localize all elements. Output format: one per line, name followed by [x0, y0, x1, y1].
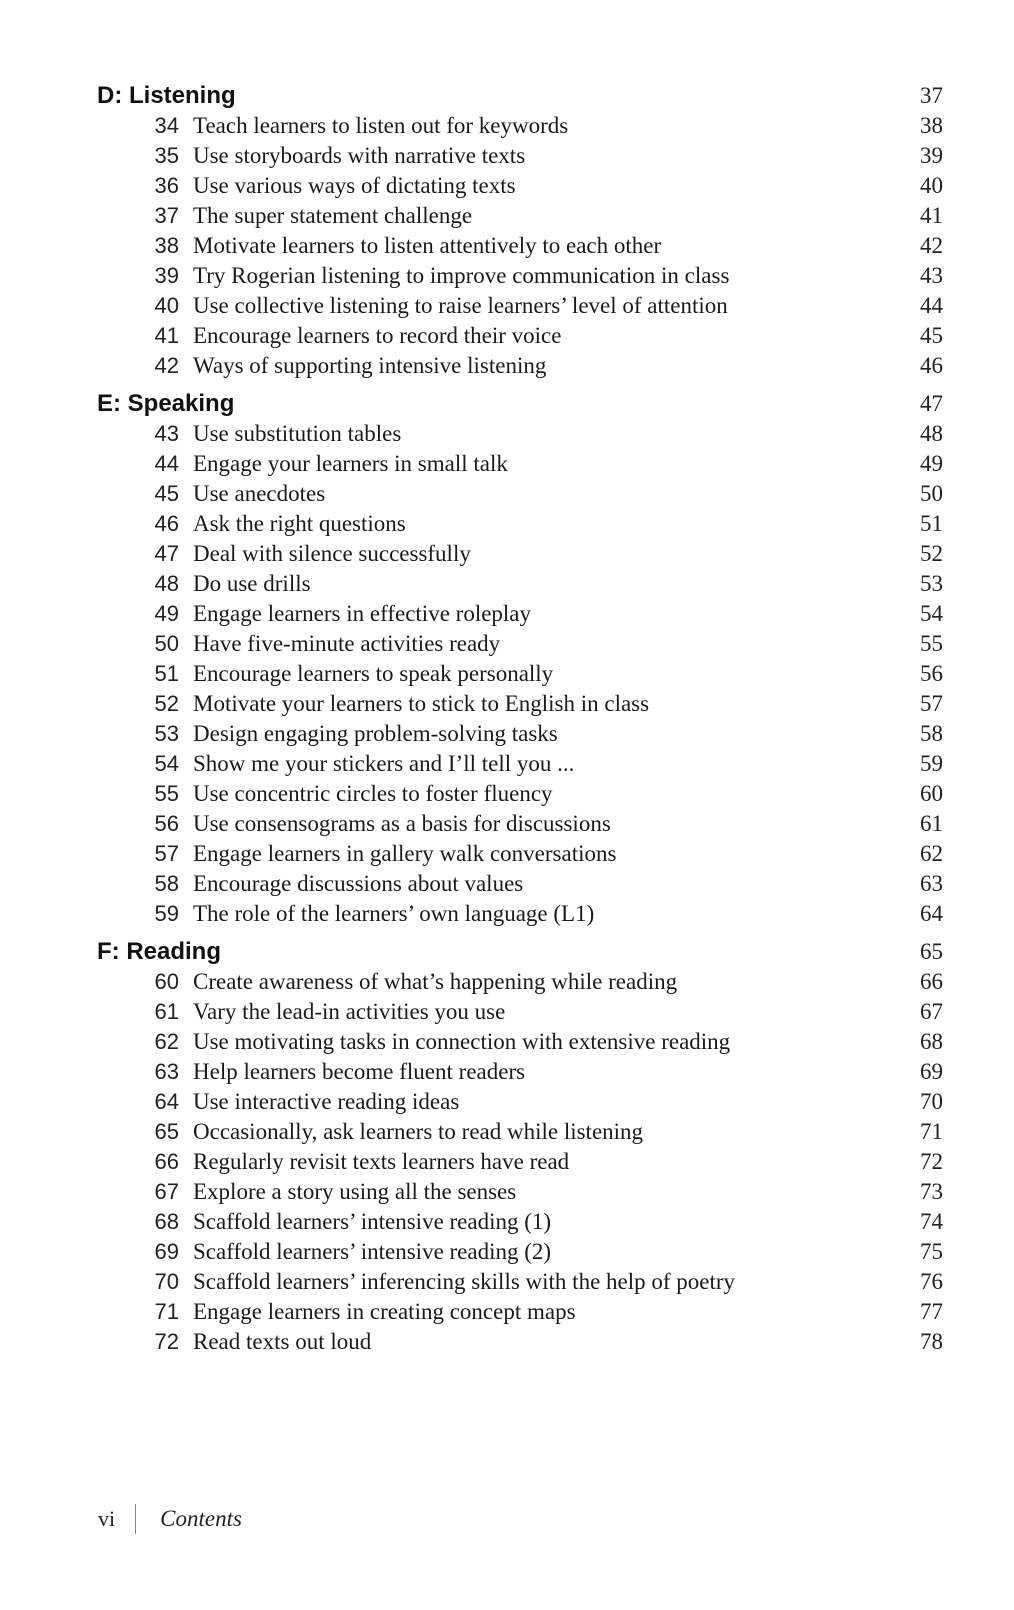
section-heading[interactable] [97, 81, 943, 111]
entry-title: Design engaging problem-solving tasks [193, 721, 558, 746]
toc-entry[interactable] [97, 779, 943, 809]
toc-section [97, 81, 943, 381]
entry-title: Use consensograms as a basis for discussions [193, 811, 611, 836]
toc-entry[interactable] [97, 899, 943, 929]
toc-entry[interactable] [97, 1327, 943, 1357]
entry-number: 70 [154, 1269, 179, 1294]
entry-number: 37 [154, 203, 179, 228]
section-title: F: Reading [97, 938, 221, 965]
entry-title: Engage learners in gallery walk conversations [193, 841, 617, 866]
entry-page-number: 54 [920, 601, 943, 626]
entry-page-number: 50 [920, 481, 943, 506]
entry-title: Engage learners in creating concept maps [193, 1299, 576, 1324]
entry-number: 45 [154, 481, 179, 506]
toc-section [97, 389, 943, 929]
entry-number: 62 [154, 1029, 179, 1054]
entry-page-number: 55 [920, 631, 943, 656]
entry-number: 54 [154, 751, 179, 776]
entry-title: Engage your learners in small talk [193, 451, 508, 476]
toc-entry[interactable] [97, 201, 943, 231]
entry-title: Vary the lead-in activities you use [193, 999, 506, 1024]
entry-page-number: 69 [920, 1059, 943, 1084]
toc-entry[interactable] [97, 659, 943, 689]
entry-page-number: 42 [920, 233, 943, 258]
entry-title: Use interactive reading ideas [193, 1089, 460, 1114]
entry-page-number: 68 [920, 1029, 943, 1054]
entry-title: Ask the right questions [193, 511, 406, 536]
entry-page-number: 58 [920, 721, 943, 746]
entry-page-number: 66 [920, 969, 943, 994]
toc-entry[interactable] [97, 809, 943, 839]
entry-page-number: 78 [920, 1329, 943, 1354]
entry-title: Encourage discussions about values [193, 871, 524, 896]
entry-page-number: 77 [920, 1299, 943, 1324]
entry-page-number: 62 [920, 841, 943, 866]
entry-page-number: 61 [920, 811, 943, 836]
entry-number: 66 [154, 1149, 179, 1174]
entry-title: Create awareness of what’s happening while reading [193, 969, 678, 994]
entry-number: 40 [154, 293, 179, 318]
entry-number: 39 [154, 263, 179, 288]
entry-title: Use various ways of dictating texts [193, 173, 516, 198]
footer-label: Contents [160, 1506, 242, 1531]
section-page-number: 65 [920, 939, 943, 964]
entry-page-number: 76 [920, 1269, 943, 1294]
entry-number: 69 [154, 1239, 179, 1264]
entry-number: 57 [154, 841, 179, 866]
entry-title: Scaffold learners’ intensive reading (1) [193, 1209, 552, 1234]
entry-title: Do use drills [193, 571, 311, 596]
entry-number: 72 [154, 1329, 179, 1354]
entry-number: 35 [154, 143, 179, 168]
entry-title: Scaffold learners’ intensive reading (2) [193, 1239, 552, 1264]
entry-number: 51 [154, 661, 179, 686]
entry-number: 43 [154, 421, 179, 446]
entry-number: 49 [154, 601, 179, 626]
toc-entry[interactable] [97, 719, 943, 749]
entry-page-number: 59 [920, 751, 943, 776]
entry-page-number: 40 [920, 173, 943, 198]
toc-entry[interactable] [97, 1267, 943, 1297]
footer-divider [135, 1504, 136, 1534]
entry-page-number: 38 [920, 113, 943, 138]
entry-page-number: 75 [920, 1239, 943, 1264]
toc-entry[interactable] [97, 231, 943, 261]
section-title: D: Listening [97, 82, 236, 109]
toc-entry[interactable] [97, 997, 943, 1027]
toc-entry[interactable] [97, 1027, 943, 1057]
entry-page-number: 56 [920, 661, 943, 686]
entry-title: Engage learners in effective roleplay [193, 601, 532, 626]
entry-page-number: 45 [920, 323, 943, 348]
toc-entry[interactable] [97, 1177, 943, 1207]
toc-entry[interactable] [97, 351, 943, 381]
entry-title: Explore a story using all the senses [193, 1179, 517, 1204]
entry-number: 61 [154, 999, 179, 1024]
toc-entry[interactable] [97, 509, 943, 539]
entry-title: Deal with silence successfully [193, 541, 471, 566]
entry-number: 65 [154, 1119, 179, 1144]
entry-number: 55 [154, 781, 179, 806]
entry-number: 44 [154, 451, 179, 476]
section-heading[interactable] [97, 937, 943, 967]
entry-number: 48 [154, 571, 179, 596]
entry-title: Use storyboards with narrative texts [193, 143, 526, 168]
entry-page-number: 51 [920, 511, 943, 536]
entry-page-number: 52 [920, 541, 943, 566]
toc-entry[interactable] [97, 749, 943, 779]
entry-title: The super statement challenge [193, 203, 473, 228]
entry-title: Use concentric circles to foster fluency [193, 781, 553, 806]
toc-entry[interactable] [97, 689, 943, 719]
entry-page-number: 60 [920, 781, 943, 806]
toc-entry[interactable] [97, 1057, 943, 1087]
entry-page-number: 67 [920, 999, 943, 1024]
entry-page-number: 57 [920, 691, 943, 716]
entry-page-number: 64 [920, 901, 943, 926]
entry-title: Read texts out loud [193, 1329, 372, 1354]
toc-section [97, 937, 943, 1357]
entry-number: 42 [154, 353, 179, 378]
toc-entry[interactable] [97, 1117, 943, 1147]
entry-page-number: 49 [920, 451, 943, 476]
toc-entry[interactable] [97, 629, 943, 659]
entry-page-number: 46 [920, 353, 943, 378]
entry-number: 34 [154, 113, 179, 138]
toc-entry[interactable] [97, 141, 943, 171]
toc-entry[interactable] [97, 1297, 943, 1327]
entry-number: 36 [154, 173, 179, 198]
entry-number: 52 [154, 691, 179, 716]
entry-page-number: 74 [920, 1209, 943, 1234]
entry-title: Use anecdotes [193, 481, 326, 506]
toc-entry[interactable] [97, 479, 943, 509]
entry-title: Motivate learners to listen attentively to each other [193, 233, 662, 258]
entry-number: 67 [154, 1179, 179, 1204]
entry-page-number: 44 [920, 293, 943, 318]
entry-title: Encourage learners to speak personally [193, 661, 554, 686]
section-page-number: 37 [920, 83, 943, 108]
entry-title: Scaffold learners’ inferencing skills with the help of poetry [193, 1269, 736, 1294]
toc-entry[interactable] [97, 839, 943, 869]
entry-title: Use collective listening to raise learners’ level of attention [193, 293, 728, 318]
entry-title: Motivate your learners to stick to English in class [193, 691, 650, 716]
toc-entry[interactable] [97, 171, 943, 201]
footer-page-number: vi [98, 1506, 116, 1531]
toc-entry[interactable] [97, 869, 943, 899]
entry-number: 56 [154, 811, 179, 836]
entry-title: Teach learners to listen out for keywords [193, 113, 569, 138]
entry-number: 64 [154, 1089, 179, 1114]
entry-page-number: 72 [920, 1149, 943, 1174]
entry-page-number: 43 [920, 263, 943, 288]
entry-title: Use motivating tasks in connection with extensive reading [193, 1029, 731, 1054]
entry-page-number: 73 [920, 1179, 943, 1204]
entry-page-number: 41 [920, 203, 943, 228]
entry-title: Show me your stickers and I’ll tell you ... [193, 751, 575, 776]
toc-entry[interactable] [97, 1207, 943, 1237]
toc-entry[interactable] [97, 291, 943, 321]
toc-entry[interactable] [97, 449, 943, 479]
entry-title: Try Rogerian listening to improve communication in class [193, 263, 730, 288]
entry-number: 47 [154, 541, 179, 566]
entry-title: The role of the learners’ own language (L1) [193, 901, 595, 926]
entry-title: Ways of supporting intensive listening [193, 353, 547, 378]
toc-entry[interactable] [97, 1087, 943, 1117]
entry-title: Encourage learners to record their voice [193, 323, 562, 348]
section-title: E: Speaking [97, 390, 235, 417]
toc-entry[interactable] [97, 1147, 943, 1177]
entry-title: Use substitution tables [193, 421, 402, 446]
entry-number: 71 [154, 1299, 179, 1324]
section-page-number: 47 [920, 391, 943, 416]
entry-number: 53 [154, 721, 179, 746]
entry-title: Occasionally, ask learners to read while listening [193, 1119, 644, 1144]
entry-number: 50 [154, 631, 179, 656]
toc-entry[interactable] [97, 419, 943, 449]
toc-entry[interactable] [97, 539, 943, 569]
entry-number: 59 [154, 901, 179, 926]
entry-page-number: 48 [920, 421, 943, 446]
toc-entry[interactable] [97, 599, 943, 629]
entry-number: 60 [154, 969, 179, 994]
entry-page-number: 53 [920, 571, 943, 596]
entry-number: 58 [154, 871, 179, 896]
entry-number: 63 [154, 1059, 179, 1084]
entry-number: 41 [154, 323, 179, 348]
toc-entry[interactable] [97, 321, 943, 351]
toc-entry[interactable] [97, 967, 943, 997]
entry-title: Have five-minute activities ready [193, 631, 501, 656]
toc-entry[interactable] [97, 261, 943, 291]
entry-title: Regularly revisit texts learners have read [193, 1149, 570, 1174]
toc-entry[interactable] [97, 111, 943, 141]
entry-page-number: 70 [920, 1089, 943, 1114]
entry-title: Help learners become fluent readers [193, 1059, 526, 1084]
table-of-contents [97, 81, 943, 1365]
entry-number: 68 [154, 1209, 179, 1234]
entry-page-number: 71 [920, 1119, 943, 1144]
toc-entry[interactable] [97, 1237, 943, 1267]
entry-number: 46 [154, 511, 179, 536]
section-heading[interactable] [97, 389, 943, 419]
entry-number: 38 [154, 233, 179, 258]
page-footer [98, 1502, 242, 1536]
entry-page-number: 39 [920, 143, 943, 168]
toc-entry[interactable] [97, 569, 943, 599]
entry-page-number: 63 [920, 871, 943, 896]
